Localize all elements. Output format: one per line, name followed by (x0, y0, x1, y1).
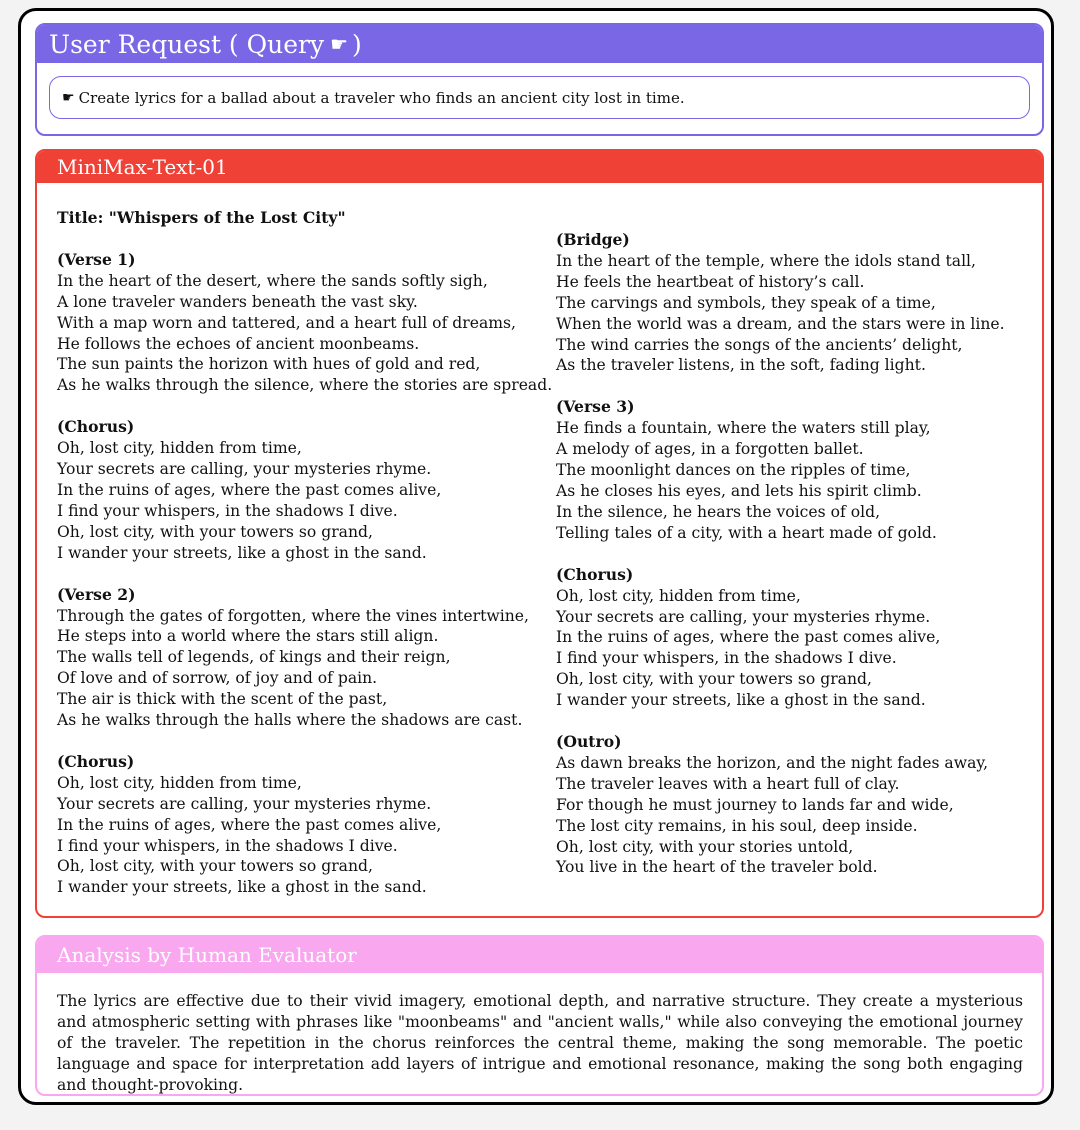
query-box (49, 76, 1030, 119)
lyrics-right-column (556, 230, 1005, 878)
stanza-heading: (Chorus) (556, 564, 634, 584)
stanza (556, 732, 1005, 878)
query-text: Create lyrics for a ballad about a traveler who finds an ancient city lost in time. (78, 88, 685, 107)
lyric-line: He steps into a world where the stars still align. (57, 627, 439, 646)
lyric-line: The air is thick with the scent of the past, (57, 690, 388, 709)
pointing-hand-icon: ☛ (62, 89, 75, 106)
lyric-line: In the silence, he hears the voices of old, (556, 502, 881, 521)
lyric-line: Your secrets are calling, your mysteries rhyme. (57, 794, 432, 813)
stanza-heading: (Verse 3) (556, 397, 635, 417)
lyric-line: As he walks through the silence, where the stories are spread. (57, 376, 553, 395)
lyric-line: The sun paints the horizon with hues of gold and red, (57, 355, 481, 374)
lyric-line: As he walks through the halls where the shadows are cast. (57, 711, 523, 730)
lyric-line: Your secrets are calling, your mysteries rhyme. (556, 607, 931, 626)
model-response-header: MiniMax-Text-01 (37, 151, 1042, 183)
user-request-title-close: ) (352, 29, 362, 59)
stanza (57, 417, 552, 563)
lyric-line: Oh, lost city, with your towers so grand, (57, 522, 373, 541)
lyric-line: In the heart of the desert, where the sands softly sigh, (57, 271, 488, 290)
stanza (556, 230, 1005, 376)
stanza (556, 565, 1005, 711)
lyric-line: Oh, lost city, hidden from time, (57, 439, 302, 458)
lyric-line: I find your whispers, in the shadows I dive. (57, 501, 398, 520)
lyric-line: In the ruins of ages, where the past comes alive, (556, 628, 941, 647)
lyric-line: I wander your streets, like a ghost in the sand. (57, 543, 427, 562)
stanza (57, 752, 552, 898)
pointing-hand-icon: ☛ (330, 32, 349, 56)
lyric-line: With a map worn and tattered, and a heart full of dreams, (57, 313, 517, 332)
user-request-title: User Request ( Query (49, 29, 325, 59)
lyric-line: Through the gates of forgotten, where the vines intertwine, (57, 606, 529, 625)
lyric-line: When the world was a dream, and the stars were in line. (556, 314, 1005, 333)
lyric-line: As he closes his eyes, and lets his spirit climb. (556, 481, 922, 500)
stanza-heading: (Bridge) (556, 230, 630, 249)
lyric-line: I find your whispers, in the shadows I dive. (556, 649, 897, 668)
stanza (57, 250, 552, 396)
stanza-heading: (Verse 1) (57, 249, 136, 269)
lyric-line: Oh, lost city, with your stories untold, (556, 837, 854, 856)
lyric-line: He finds a fountain, where the waters still play, (556, 419, 931, 438)
stanza-heading: (Verse 2) (57, 584, 136, 604)
lyric-line: In the ruins of ages, where the past comes alive, (57, 815, 442, 834)
user-request-header (37, 25, 1042, 63)
figure-frame (18, 8, 1054, 1105)
lyric-line: Of love and of sorrow, of joy and of pain. (57, 669, 378, 688)
lyric-line: A melody of ages, in a forgotten ballet. (556, 440, 864, 459)
lyric-line: Oh, lost city, hidden from time, (57, 773, 302, 792)
lyric-line: I wander your streets, like a ghost in the sand. (556, 691, 926, 710)
analysis-header: Analysis by Human Evaluator (37, 937, 1042, 973)
stanza-heading: (Chorus) (57, 751, 135, 771)
lyric-line: Telling tales of a city, with a heart made of gold. (556, 523, 937, 542)
lyric-line: In the ruins of ages, where the past comes alive, (57, 480, 442, 499)
lyric-line: The moonlight dances on the ripples of time, (556, 461, 911, 480)
user-request-panel (35, 23, 1044, 136)
lyrics-left-column (57, 208, 552, 898)
lyric-line: The walls tell of legends, of kings and their reign, (57, 648, 451, 667)
lyric-line: In the heart of the temple, where the idols stand tall, (556, 251, 977, 270)
lyric-line: I find your whispers, in the shadows I dive. (57, 836, 398, 855)
lyric-line: A lone traveler wanders beneath the vast sky. (57, 292, 418, 311)
lyric-line: The carvings and symbols, they speak of a time, (556, 293, 936, 312)
lyric-line: Oh, lost city, hidden from time, (556, 586, 801, 605)
lyric-line: He follows the echoes of ancient moonbeams. (57, 334, 420, 353)
stanza (57, 585, 552, 731)
lyric-line: As dawn breaks the horizon, and the night fades away, (556, 753, 989, 772)
lyric-line: I wander your streets, like a ghost in the sand. (57, 878, 427, 897)
lyric-line: The wind carries the songs of the ancients’ delight, (556, 335, 963, 354)
lyric-line: The lost city remains, in his soul, deep inside. (556, 816, 918, 835)
lyric-line: He feels the heartbeat of history’s call. (556, 272, 865, 291)
analysis-panel (35, 935, 1044, 1096)
stanza-heading: (Chorus) (57, 417, 135, 437)
stanza-heading: (Outro) (556, 732, 622, 752)
lyric-line: Your secrets are calling, your mysteries rhyme. (57, 460, 432, 479)
song-title: Title: "Whispers of the Lost City" (57, 208, 346, 227)
analysis-text: The lyrics are effective due to their vivid imagery, emotional depth, and narrative structure. They create a mysterious and atmospheric setting with phrases like "moonbeams" and "ancient walls," while also conveying the emotional journey of the traveler. The repetition in the chorus reinforces the central theme, making the song memorable. The poetic language and space for interpretation add layers of intrigue and emotional resonance, making the song both engaging and thought-provoking. (57, 992, 1023, 1094)
lyric-line: As the traveler listens, in the soft, fading light. (556, 356, 926, 375)
lyric-line: For though he must journey to lands far and wide, (556, 795, 954, 814)
stanza (556, 397, 1005, 543)
lyric-line: Oh, lost city, with your towers so grand, (556, 670, 872, 689)
lyric-line: Oh, lost city, with your towers so grand, (57, 857, 373, 876)
lyric-line: You live in the heart of the traveler bold. (556, 858, 878, 877)
lyric-line: The traveler leaves with a heart full of clay. (556, 774, 900, 793)
model-response-panel (35, 149, 1044, 918)
